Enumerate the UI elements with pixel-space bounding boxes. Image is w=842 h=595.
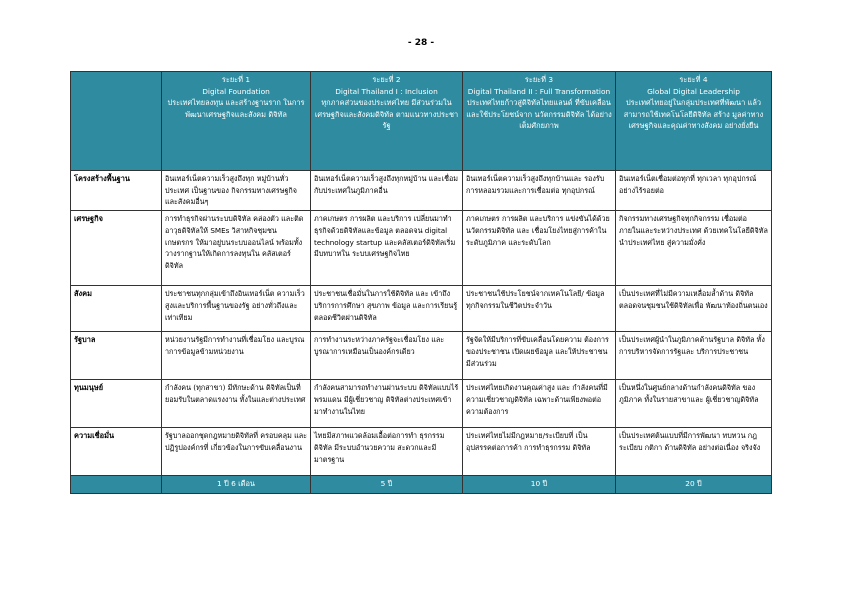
page-number: - 28 -	[407, 38, 435, 48]
table-cell: เป็นประเทศผู้นำในภูมิภาคด้านรัฐบาล ดิจิทัล ทั้งการบริหารจัดการรัฐและ บริการประชาชน	[616, 332, 772, 380]
table-cell: ภาคเกษตร การผลิต และบริการ เปลี่ยนมาทำธุรกิจด้วยดิจิทัลและข้อมูล ตลอดจน digital technology startup และคลัสเตอร์ดิจิทัลเริ่มมีบทบาทใน ระบบเศรษฐกิจไทย	[311, 211, 463, 286]
row-label: ความเชื่อมั่น	[71, 428, 162, 476]
row-label: สังคม	[71, 286, 162, 332]
table-cell: ประชาชนเชื่อมั่นในการใช้ดิจิทัล และ เข้าถึงบริการการศึกษา สุขภาพ ข้อมูล และการเรียนรู้ตลอดชีวิตผ่านดิจิทัล	[311, 286, 463, 332]
row-label: เศรษฐกิจ	[71, 211, 162, 286]
table-cell: ประชาชนใช้ประโยชน์จากเทคโนโลยี/ ข้อมูล ทุกกิจกรรมในชีวิตประจำวัน	[463, 286, 616, 332]
table-cell: เป็นประเทศต้นแบบที่มีการพัฒนา ทบทวน กฎระเบียบ กติกา ด้านดิจิทัล อย่างต่อเนื่อง จริงจัง	[616, 428, 772, 476]
row-label: ทุนมนุษย์	[71, 380, 162, 428]
table-cell: ไทยมีสภาพแวดล้อมเอื้อต่อการทำ ธุรกรรมดิจิทัล มีระบบอำนวยความ สะดวกและมีมาตรฐาน	[311, 428, 463, 476]
table-row-human-capital	[71, 380, 772, 428]
table-cell: อินเทอร์เน็ตเชื่อมต่อทุกที่ ทุกเวลา ทุกอุปกรณ์ อย่างไร้รอยต่อ	[616, 171, 772, 211]
table-row-economy	[71, 211, 772, 286]
phase-2-header	[311, 72, 463, 171]
table-cell: กำลังคนสามารถทำงานผ่านระบบ ดิจิทัลแบบไร้พรมแดน มีผู้เชี่ยวชาญ ดิจิทัลต่างประเทศเข้ามาทำงานในไทย	[311, 380, 463, 428]
duration-row	[71, 476, 772, 494]
phase-description: ทุกภาคส่วนของประเทศไทย มีส่วนร่วมในเศรษฐกิจและสังคมดิจิทัล ตามแนวทางประชารัฐ	[314, 98, 459, 130]
table-cell: การทำธุรกิจผ่านระบบดิจิทัล คล่องตัว และติดอาวุธดิจิทัลให้ SMEs วิสาหกิจชุมชน เกษตรกร ให้มาอยู่บนระบบออนไลน์ พร้อมทั้ง วางรากฐานให้เกิดการลงทุนใน คลัสเตอร์ดิจิทัล	[162, 211, 311, 286]
table-cell: รัฐจัดให้มีบริการที่ขับเคลื่อนโดยความ ต้องการของประชาชน เปิดเผยข้อมูล และให้ประชาชนมีส่วนร่วม	[463, 332, 616, 380]
table-cell: หน่วยงานรัฐมีการทำงานที่เชื่อมโยง และบูรณาการข้อมูลข้ามหน่วยงาน	[162, 332, 311, 380]
phase-description: ประเทศไทยก้าวสู่ดิจิทัลไทยแลนด์ ที่ขับเคลื่อนและใช้ประโยชน์จาก นวัตกรรมดิจิทัล ได้อย่างเต็มศักยภาพ	[466, 98, 612, 130]
table-cell: เป็นหนึ่งในศูนย์กลางด้านกำลังคนดิจิทัล ของภูมิภาค ทั้งในรายสาขาและ ผู้เชี่ยวชาญดิจิทัล	[616, 380, 772, 428]
table-cell: อินเทอร์เน็ตความเร็วสูงถึงทุกหมู่บ้าน และเชื่อมกับประเทศในภูมิภาคอื่น	[311, 171, 463, 211]
table-cell: เป็นประเทศที่ไม่มีความเหลื่อมล้ำด้าน ดิจิทัล ตลอดจนชุมชนใช้ดิจิทัลเพื่อ พัฒนาท้องถิ่นตนเอง	[616, 286, 772, 332]
phase-subtitle: Digital Thailand I : Inclusion	[335, 86, 438, 96]
table-row-trust	[71, 428, 772, 476]
duration-corner-cell	[71, 476, 162, 494]
table-row-infrastructure	[71, 171, 772, 211]
table-row-society	[71, 286, 772, 332]
phase-title: ระยะที่ 1	[221, 75, 251, 84]
table-cell: อินเทอร์เน็ตความเร็วสูงถึงทุก หมู่บ้านทั่วประเทศ เป็นฐานของ กิจกรรมทางเศรษฐกิจและสังคมอื่นๆ	[162, 171, 311, 211]
phase-description: ประเทศไทยอยู่ในกลุ่มประเทศที่พัฒนา แล้ว สามารถใช้เทคโนโลยีดิจิทัล สร้าง มูลค่าทางเศรษฐกิจและคุณค่าทางสังคม อย่างยั่งยืน	[623, 98, 764, 130]
phase-header-row	[71, 72, 772, 171]
table-cell: ประเทศไทยเกิดงานคุณค่าสูง และ กำลังคนที่มีความเชี่ยวชาญดิจิทัล เฉพาะด้านเพียงพอต่อความต้องการ	[463, 380, 616, 428]
table-cell: ประเทศไทยไม่มีกฎหมาย/ระเบียบที่ เป็นอุปสรรคต่อการค้า การทำธุรกรรม ดิจิทัล	[463, 428, 616, 476]
table-cell: กิจกรรมทางเศรษฐกิจทุกกิจกรรม เชื่อมต่อภายในและระหว่างประเทศ ด้วยเทคโนโลยีดิจิทัล นำประเทศไทย สู่ความมั่งคั่ง	[616, 211, 772, 286]
table-cell: ภาคเกษตร การผลิต และบริการ แข่งขันได้ด้วยนวัตกรรมดิจิทัล และ เชื่อมโยงไทยสู่การค้าในระดับภูมิภาค และระดับโลก	[463, 211, 616, 286]
digital-roadmap-table	[70, 71, 772, 494]
phase-4-header	[616, 72, 772, 171]
phase-title: ระยะที่ 4	[679, 75, 708, 84]
phase-1-header	[162, 72, 311, 171]
phase-subtitle: Digital Foundation	[202, 86, 270, 96]
row-label: รัฐบาล	[71, 332, 162, 380]
table-cell: อินเทอร์เน็ตความเร็วสูงถึงทุกบ้านและ รองรับการหลอมรวมและการเชื่อมต่อ ทุกอุปกรณ์	[463, 171, 616, 211]
table-cell: ประชาชนทุกกลุ่มเข้าถึงอินเทอร์เน็ต ความเร็วสูงและบริการพื้นฐานของรัฐ อย่างทั่วถึงและเท่าเทียม	[162, 286, 311, 332]
phase-title: ระยะที่ 3	[524, 75, 554, 84]
duration-cell: 10 ปี	[463, 476, 616, 494]
table-row-government	[71, 332, 772, 380]
phase-subtitle: Global Digital Leadership	[647, 86, 740, 96]
table-cell: การทำงานระหว่างภาครัฐจะเชื่อมโยง และบูรณาการเหมือนเป็นองค์กรเดียว	[311, 332, 463, 380]
table-cell: รัฐบาลออกชุดกฎหมายดิจิทัลที่ ครอบคลุม และปฏิรูปองค์กรที่ เกี่ยวข้องในการขับเคลื่อนงาน	[162, 428, 311, 476]
duration-cell: 20 ปี	[616, 476, 772, 494]
phase-description: ประเทศไทยลงทุน และสร้างฐานราก ในการพัฒนาเศรษฐกิจและสังคม ดิจิทัล	[167, 98, 305, 119]
duration-cell: 1 ปี 6 เดือน	[162, 476, 311, 494]
phase-3-header	[463, 72, 616, 171]
table-cell: กำลังคน (ทุกสาขา) มีทักษะด้าน ดิจิทัลเป็นที่ยอมรับในตลาดแรงงาน ทั้งในและต่างประเทศ	[162, 380, 311, 428]
corner-header-cell	[71, 72, 162, 171]
duration-cell: 5 ปี	[311, 476, 463, 494]
phase-subtitle: Digital Thailand II : Full Transformation	[467, 86, 611, 96]
phase-title: ระยะที่ 2	[372, 75, 401, 84]
row-label: โครงสร้างพื้นฐาน	[71, 171, 162, 211]
